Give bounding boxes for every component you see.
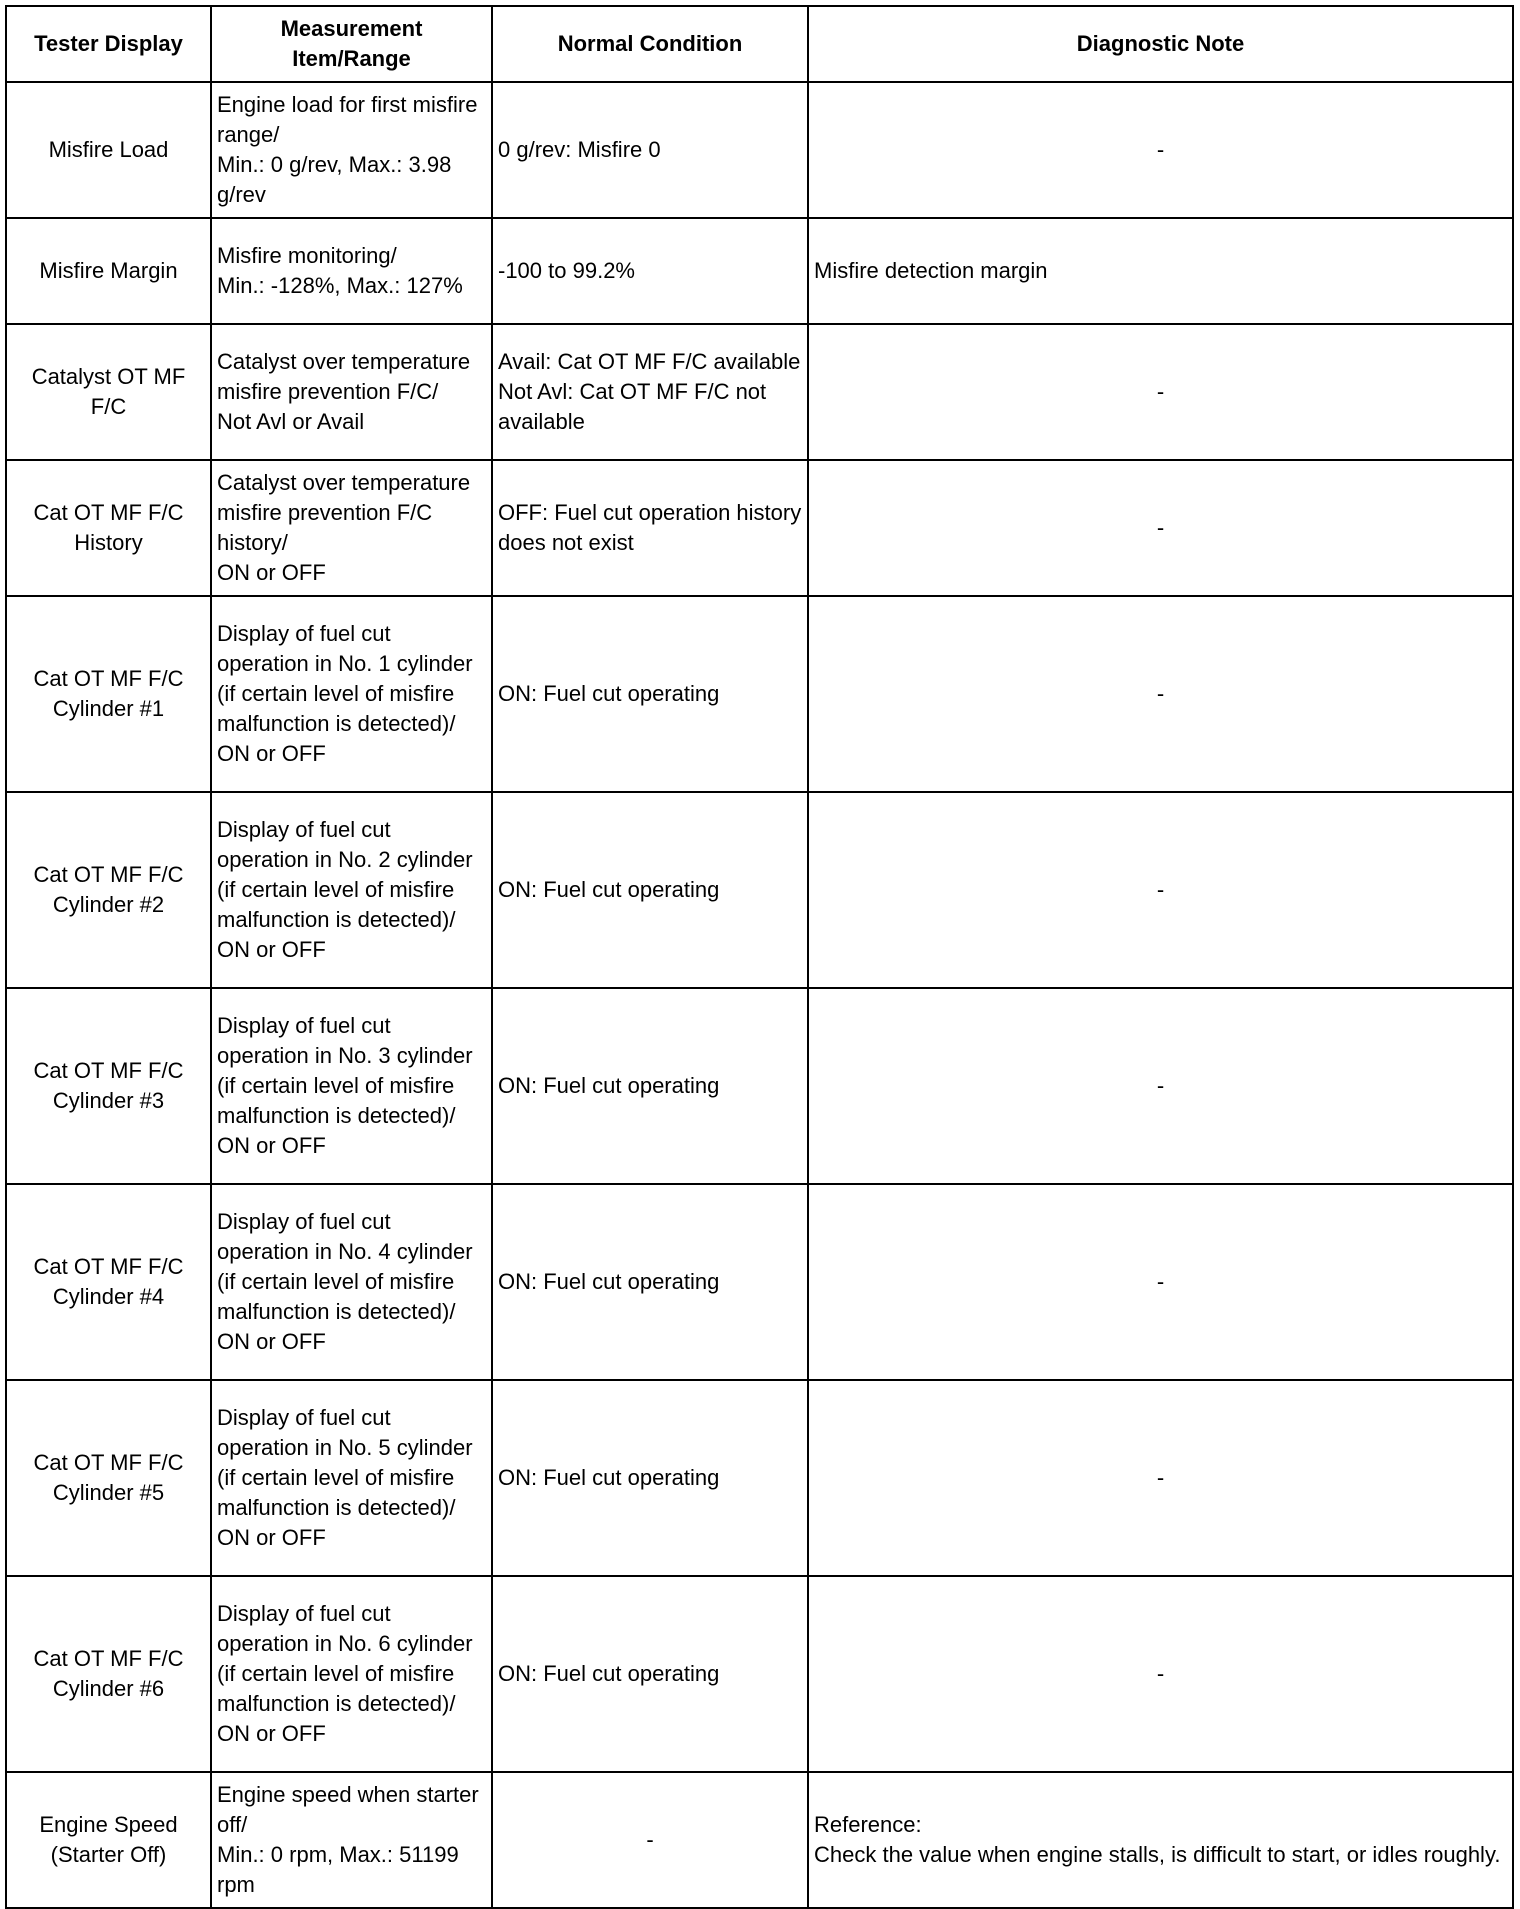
cell-measurement: Engine speed when starter off/ Min.: 0 rpm, Max.: 51199 rpm (211, 1772, 492, 1908)
cell-tester-display: Engine Speed (Starter Off) (6, 1772, 211, 1908)
cell-measurement: Display of fuel cut operation in No. 4 cylinder (if certain level of misfire malfunction is detected)/ ON or OFF (211, 1184, 492, 1380)
table-row (6, 1576, 1513, 1772)
table-row (6, 1380, 1513, 1576)
cell-tester-display: Cat OT MF F/C Cylinder #2 (6, 792, 211, 988)
data-list-table (5, 5, 1514, 1909)
cell-tester-display: Misfire Load (6, 82, 211, 218)
cell-diagnostic-note: - (808, 460, 1513, 596)
table-row (6, 792, 1513, 988)
cell-normal-condition: -100 to 99.2% (492, 218, 808, 324)
cell-tester-display: Cat OT MF F/C History (6, 460, 211, 596)
cell-diagnostic-note: Reference: Check the value when engine stalls, is difficult to start, or idles roughly. (808, 1772, 1513, 1908)
cell-diagnostic-note: - (808, 1576, 1513, 1772)
table-header-row (6, 6, 1513, 82)
cell-diagnostic-note: - (808, 1184, 1513, 1380)
table-row (6, 1772, 1513, 1908)
cell-diagnostic-note: - (808, 596, 1513, 792)
header-measurement-item-range: Measurement Item/Range (211, 6, 492, 82)
cell-normal-condition: OFF: Fuel cut operation history does not exist (492, 460, 808, 596)
cell-tester-display: Cat OT MF F/C Cylinder #5 (6, 1380, 211, 1576)
table-row (6, 1184, 1513, 1380)
cell-normal-condition: ON: Fuel cut operating (492, 596, 808, 792)
cell-normal-condition: ON: Fuel cut operating (492, 1380, 808, 1576)
cell-normal-condition: ON: Fuel cut operating (492, 1576, 808, 1772)
cell-normal-condition: - (492, 1772, 808, 1908)
cell-normal-condition: ON: Fuel cut operating (492, 1184, 808, 1380)
cell-measurement: Display of fuel cut operation in No. 3 cylinder (if certain level of misfire malfunction is detected)/ ON or OFF (211, 988, 492, 1184)
cell-diagnostic-note: - (808, 1380, 1513, 1576)
cell-measurement: Display of fuel cut operation in No. 1 cylinder (if certain level of misfire malfunction is detected)/ ON or OFF (211, 596, 492, 792)
cell-normal-condition: Avail: Cat OT MF F/C available Not Avl: Cat OT MF F/C not available (492, 324, 808, 460)
header-normal-condition: Normal Condition (492, 6, 808, 82)
cell-tester-display: Misfire Margin (6, 218, 211, 324)
cell-measurement: Display of fuel cut operation in No. 2 cylinder (if certain level of misfire malfunction is detected)/ ON or OFF (211, 792, 492, 988)
header-diagnostic-note: Diagnostic Note (808, 6, 1513, 82)
table-row (6, 596, 1513, 792)
cell-normal-condition: ON: Fuel cut operating (492, 792, 808, 988)
cell-tester-display: Cat OT MF F/C Cylinder #1 (6, 596, 211, 792)
header-tester-display: Tester Display (6, 6, 211, 82)
table-row (6, 460, 1513, 596)
cell-normal-condition: 0 g/rev: Misfire 0 (492, 82, 808, 218)
table-row (6, 324, 1513, 460)
cell-tester-display: Cat OT MF F/C Cylinder #4 (6, 1184, 211, 1380)
cell-diagnostic-note: - (808, 988, 1513, 1184)
cell-diagnostic-note: Misfire detection margin (808, 218, 1513, 324)
cell-diagnostic-note: - (808, 792, 1513, 988)
table-row (6, 82, 1513, 218)
cell-tester-display: Cat OT MF F/C Cylinder #6 (6, 1576, 211, 1772)
table-row (6, 218, 1513, 324)
cell-measurement: Misfire monitoring/ Min.: -128%, Max.: 127% (211, 218, 492, 324)
cell-diagnostic-note: - (808, 324, 1513, 460)
cell-measurement: Display of fuel cut operation in No. 6 cylinder (if certain level of misfire malfunction is detected)/ ON or OFF (211, 1576, 492, 1772)
table-row (6, 988, 1513, 1184)
cell-diagnostic-note: - (808, 82, 1513, 218)
cell-normal-condition: ON: Fuel cut operating (492, 988, 808, 1184)
cell-measurement: Engine load for first misfire range/ Min.: 0 g/rev, Max.: 3.98 g/rev (211, 82, 492, 218)
cell-measurement: Display of fuel cut operation in No. 5 cylinder (if certain level of misfire malfunction is detected)/ ON or OFF (211, 1380, 492, 1576)
cell-measurement: Catalyst over temperature misfire prevention F/C history/ ON or OFF (211, 460, 492, 596)
cell-tester-display: Cat OT MF F/C Cylinder #3 (6, 988, 211, 1184)
cell-tester-display: Catalyst OT MF F/C (6, 324, 211, 460)
cell-measurement: Catalyst over temperature misfire prevention F/C/ Not Avl or Avail (211, 324, 492, 460)
